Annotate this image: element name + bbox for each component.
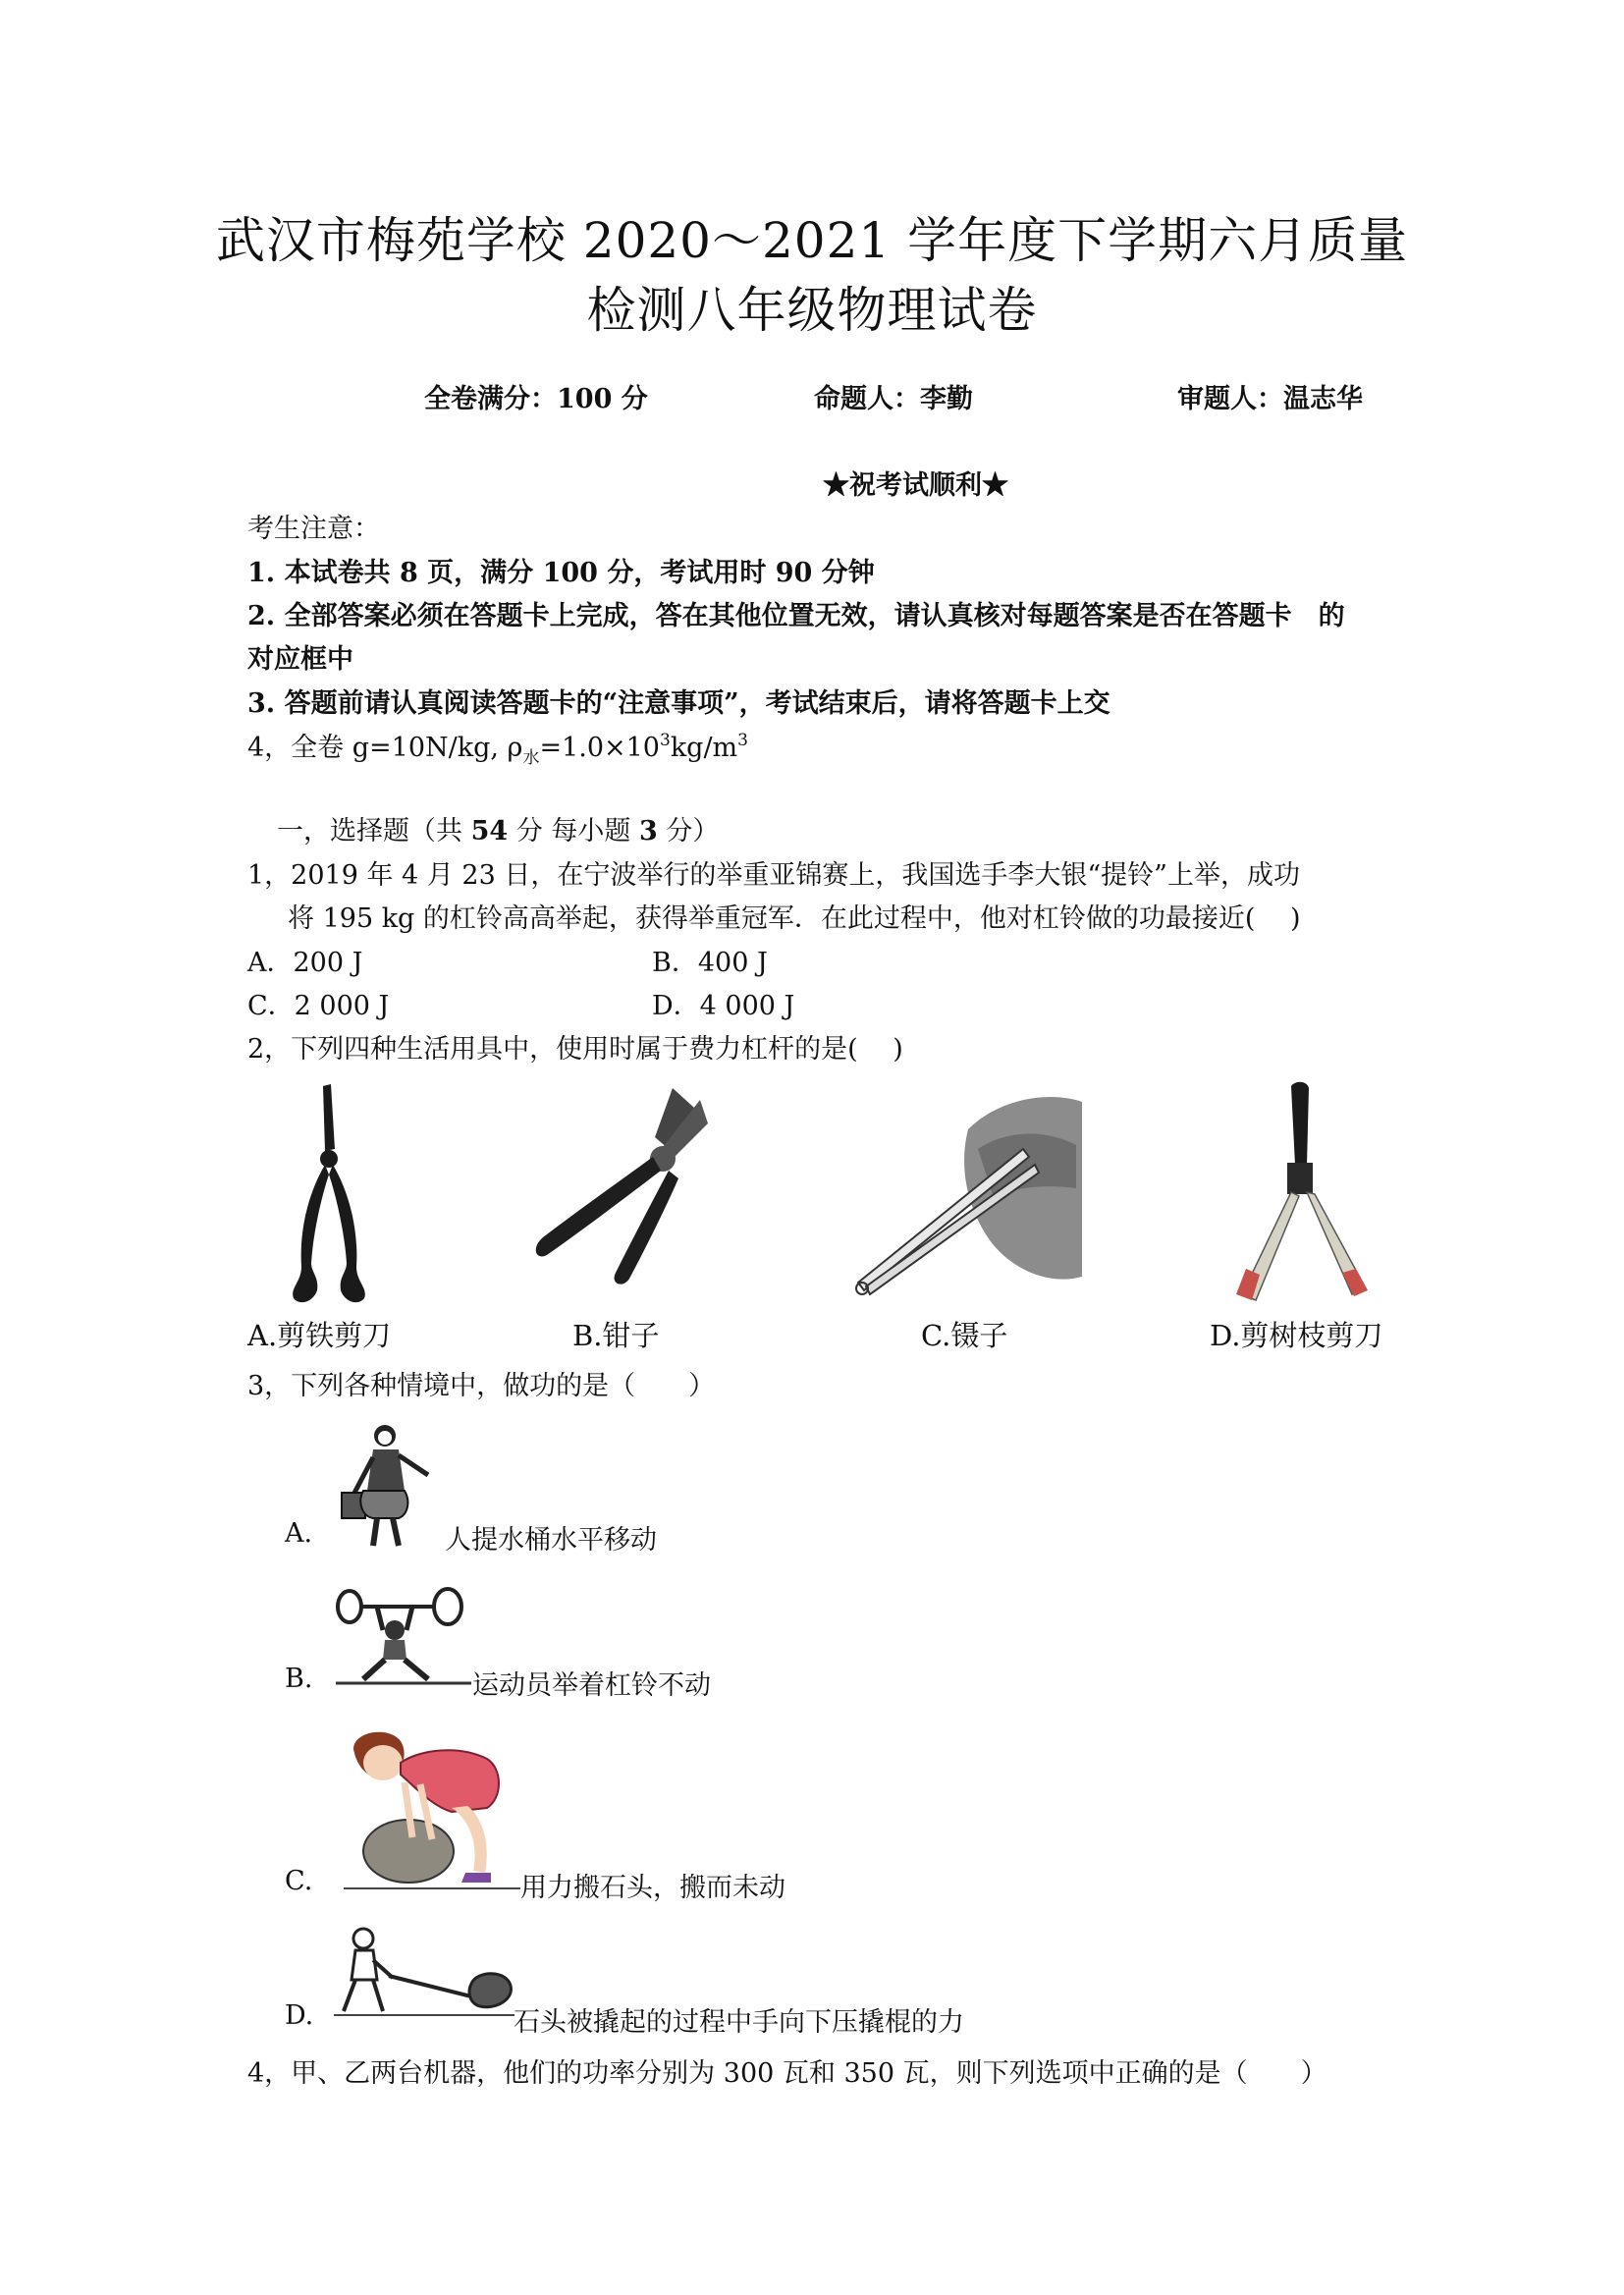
notice-item-4-sub: 水 (522, 748, 540, 768)
section-1-per-question: 3 (638, 816, 658, 847)
person-prying-rock-image (334, 1925, 514, 2023)
q2-caption-a: A.剪铁剪刀 (247, 1319, 392, 1352)
q3-option-d-label: D. (285, 2000, 314, 2031)
q3-option-b-text: 运动员举着杠铃不动 (472, 1670, 711, 1701)
girl-lifting-stone-image (344, 1723, 520, 1895)
notice-item-4 (247, 726, 748, 768)
q4-stem: 4，甲、乙两台机器，他们的功率分别为 300 瓦和 350 瓦，则下列选项中正确的是（ ） (247, 2058, 1327, 2089)
notice-item-3: 3. 答题前请认真阅读答题卡的“注意事项”，考试结束后，请将答题卡上交 (247, 688, 1110, 719)
person-carrying-bucket-image (334, 1422, 444, 1550)
q1-option-b: B．400 J (652, 948, 768, 978)
notice-item-2: 2. 全部答案必须在答题卡上完成，答在其他位置无效，请认真核对每题答案是否在答题卡 的 (247, 601, 1345, 631)
weightlifter-holding-barbell-image (334, 1585, 471, 1689)
notice-item-4-unit: kg/m (670, 733, 738, 763)
iron-shears-image (280, 1080, 378, 1306)
section-1-title (277, 809, 719, 847)
q3-option-a-label: A. (285, 1518, 313, 1549)
q1-stem-line2: 将 195 kg 的杠铃高高举起，获得举重冠军．在此过程中，他对杠铃做的功最接近( ) (288, 903, 1301, 934)
notice-item-4-mid: =1.0×10 (539, 733, 660, 763)
q1-option-d: D．4 000 J (652, 991, 795, 1021)
q3-option-c-text: 用力搬石头，搬而未动 (520, 1873, 785, 1903)
tweezers-image (850, 1090, 1082, 1296)
notice-item-4-prefix: 4，全卷 g=10N/kg, ρ (247, 733, 523, 763)
section-1-title-pre: 一，选择题（共 (277, 816, 462, 847)
q3-option-a-text: 人提水桶水平移动 (445, 1525, 657, 1556)
notice-item-4-sup2: 3 (737, 731, 748, 750)
q3-option-c-label: C. (285, 1866, 313, 1896)
q3-option-b-label: B. (285, 1664, 313, 1694)
q3-option-d-text: 石头被撬起的过程中手向下压撬棍的力 (514, 2007, 964, 2038)
notice-item-1: 1. 本试卷共 8 页，满分 100 分，考试用时 90 分钟 (247, 558, 875, 588)
q3-stem: 3，下列各种情境中，做功的是（ ） (247, 1371, 716, 1401)
q2-caption-d: D.剪树枝剪刀 (1210, 1319, 1383, 1352)
exam-title-line2: 检测八年级物理试卷 (586, 282, 1038, 339)
reviewer: 审题人：温志华 (1177, 384, 1363, 414)
q1-stem-line1: 1，2019 年 4 月 23 日，在宁波举行的举重亚锦赛上，我国选手李大银“提铃”上举，成功 (247, 860, 1300, 891)
section-1-title-post: 分） (666, 816, 720, 847)
notice-item-4-sup1: 3 (659, 731, 671, 750)
section-1-total: 54 (470, 816, 509, 847)
pliers-image (525, 1080, 712, 1286)
q2-stem: 2，下列四种生活用具中，使用时属于费力杠杆的是( ) (247, 1034, 903, 1065)
author: 命题人：李勤 (814, 384, 973, 414)
good-luck-wish: ★祝考试顺利★ (823, 470, 1008, 501)
q1-option-c: C．2 000 J (247, 991, 390, 1021)
q2-caption-b: B.钳子 (572, 1319, 660, 1352)
branch-shears-image (1222, 1076, 1380, 1304)
exam-title-line1: 武汉市梅苑学校 2020～2021 学年度下学期六月质量 (215, 212, 1409, 269)
q2-caption-c: C.镊子 (921, 1319, 1008, 1352)
section-1-title-mid: 分 每小题 (515, 816, 631, 847)
q1-option-a: A．200 J (247, 948, 363, 978)
notice-item-2-cont: 对应框中 (247, 644, 353, 675)
notice-heading: 考生注意： (247, 514, 380, 544)
full-score: 全卷满分：100 分 (424, 384, 648, 414)
